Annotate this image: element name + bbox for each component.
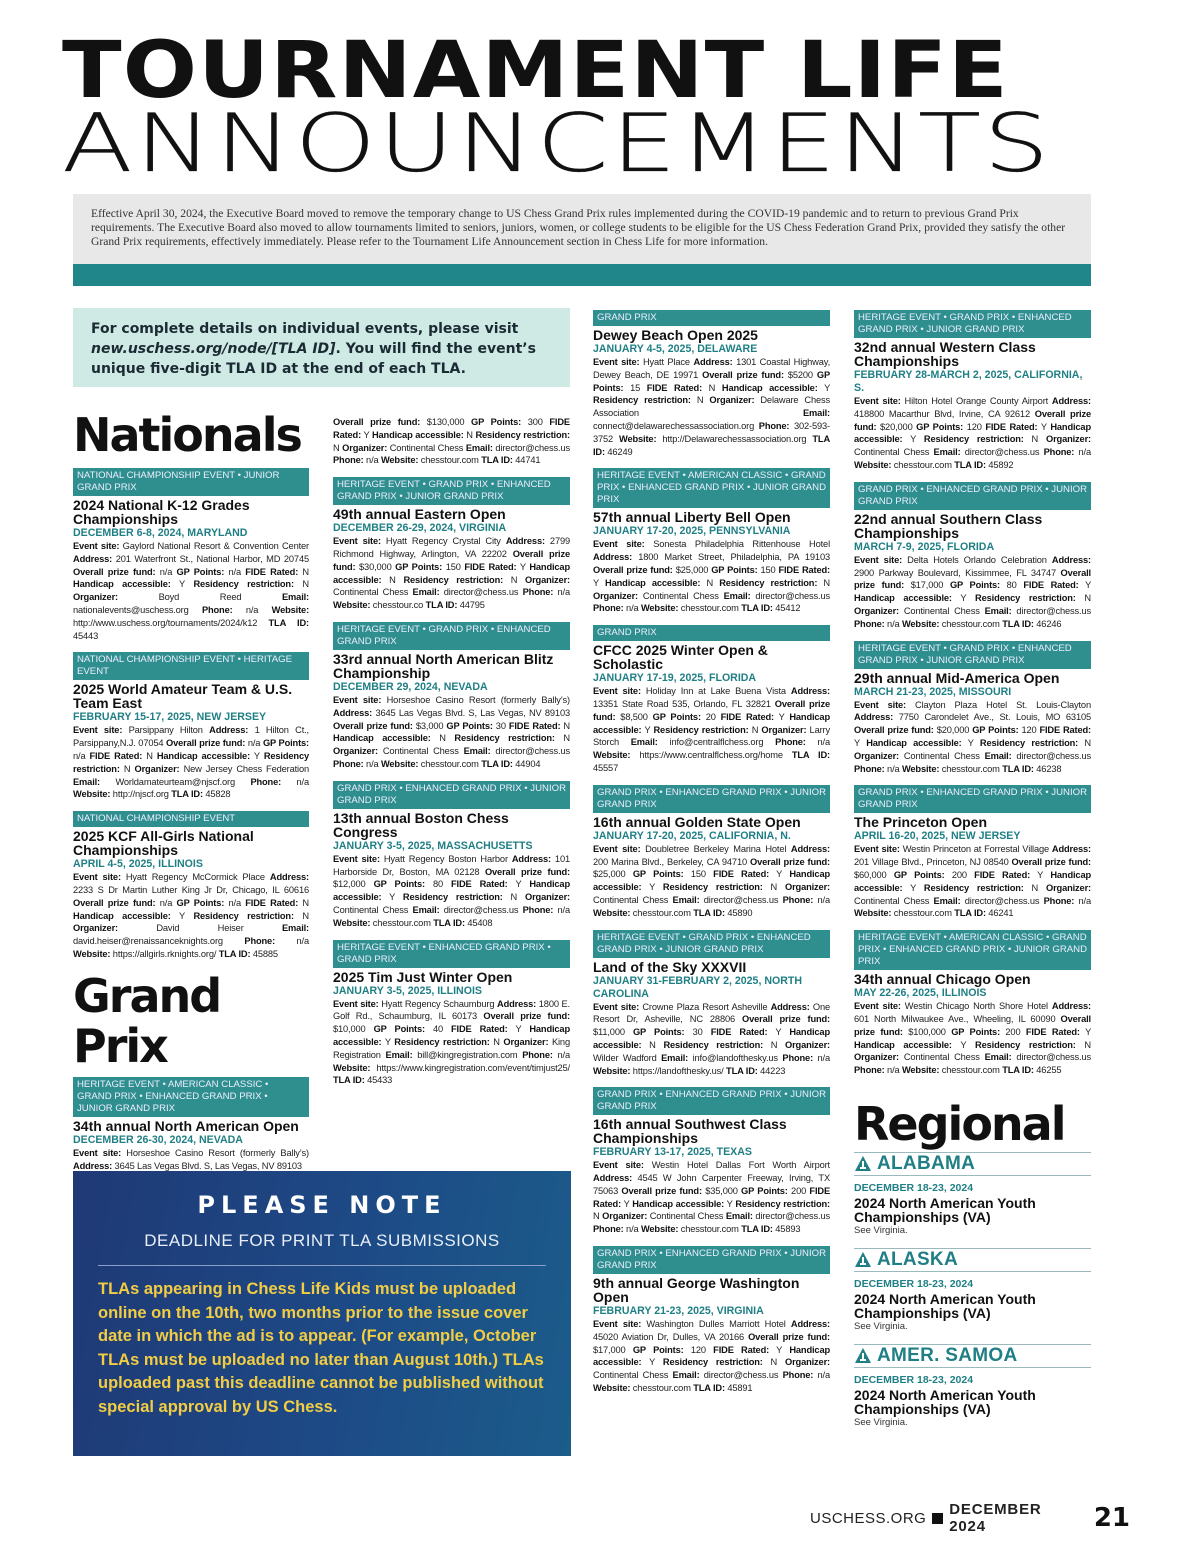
event (593, 468, 830, 615)
event-title: 13th annual Boston Chess Congress (333, 809, 509, 840)
event (854, 482, 1091, 631)
event-title: 2025 Tim Just Winter Open (333, 968, 513, 985)
regional-note: See Virginia. (854, 1224, 908, 1236)
info-line-2: . You will find the event’s unique five-digit TLA ID at the end of each TLA. (91, 341, 536, 377)
event-details: Event site: Horseshoe Casino Resort (formerly Bally’s) Address: 3645 Las Vegas Blvd. S, Las Vegas, NV 89103 (73, 1147, 309, 1171)
page-number: 21 (1093, 1503, 1130, 1533)
event-date: JANUARY 17-19, 2025, FLORIDA (593, 672, 757, 685)
event-title: 33rd annual North American Blitz Championship (333, 650, 554, 681)
event-date: APRIL 16-20, 2025, NEW JERSEY (854, 830, 1021, 843)
section-regional: Regional (854, 1096, 1065, 1151)
event-details: Event site: Sonesta Philadelphia Rittenhouse Hotel Address: 1800 Market Street, Philadelphia, PA 19103 Overall prize fund: $25,000 GP Points: 150 FIDE Rated: Y Handicap accessible: N Residency restriction: N Organizer: Continental Chess Email: director@chess.us Phone: n/a Website: chesstour.com TLA ID: 45412 (593, 539, 830, 614)
regional-title: 2024 North American Youth Championships (VA) (854, 1386, 1036, 1417)
event-tag: HERITAGE EVENT • GRAND PRIX • ENHANCED GRAND PRIX • JUNIOR GRAND PRIX (333, 477, 570, 505)
regional-title: 2024 North American Youth Championships (VA) (854, 1290, 1036, 1321)
info-box (73, 308, 570, 387)
footer-square-bullet (932, 1513, 943, 1524)
regional-date: DECEMBER 18-23, 2024 (854, 1373, 974, 1386)
event-tag: HERITAGE EVENT • AMERICAN CLASSIC • GRAND PRIX • ENHANCED GRAND PRIX • JUNIOR GRAND PRIX (854, 930, 1091, 970)
event-tag: HERITAGE EVENT • GRAND PRIX • ENHANCED GRAND PRIX (333, 622, 570, 650)
please-note-subheading: DEADLINE FOR PRINT TLA SUBMISSIONS (144, 1231, 500, 1250)
info-line-1: For complete details on individual events, please visit (91, 321, 519, 337)
event-date: APRIL 4-5, 2025, ILLINOIS (73, 858, 203, 871)
event (593, 1246, 830, 1395)
event-date: DECEMBER 6-8, 2024, MARYLAND (73, 527, 248, 539)
page-footer (810, 1498, 1130, 1538)
footer-issue: DECEMBER 2024 (949, 1501, 1042, 1535)
event-tag: GRAND PRIX (593, 625, 830, 641)
column-3 (593, 310, 830, 1405)
regional-state-header (854, 1344, 1091, 1368)
event (593, 625, 830, 775)
event-date: JANUARY 3-5, 2025, MASSACHUSETTS (333, 839, 533, 852)
event-details: Event site: Hyatt Regency Crystal City Address: 2799 Richmond Highway, Arlington, VA 22202 Overall prize fund: $30,000 GP Points: 150 FIDE Rated: Y Handicap accessible: N Residency restriction: N Organizer: Continental Chess Email: director@chess.us Phone: n/a Website: chesstour.co TLA ID: 44795 (333, 536, 571, 611)
title-line-1: TOURNAMENT LIFE (62, 26, 1009, 116)
event-date: DECEMBER 29, 2024, NEVADA (333, 680, 488, 693)
event-tag: HERITAGE EVENT • ENHANCED GRAND PRIX • GRAND PRIX (333, 940, 570, 968)
event (593, 1087, 830, 1236)
event (333, 477, 570, 612)
event-details: Event site: Hyatt Regency Boston Harbor Address: 101 Harborside Dr, Boston, MA 02128 Overall prize fund: $12,000 GP Points: 80 FIDE Rated: Y Handicap accessible: Y Residency restriction: N Organizer: Continental Chess Email: director@chess.us Phone: n/a Website: chesstour.com TLA ID: 45408 (333, 853, 570, 928)
event-date: MARCH 21-23, 2025, MISSOURI (854, 685, 1012, 698)
event (854, 930, 1091, 1077)
info-icon (854, 1155, 872, 1173)
event-title: 2025 KCF All-Girls National Championships (73, 828, 254, 859)
event (593, 930, 830, 1078)
regional-state-header (854, 1152, 1091, 1176)
teal-divider (73, 264, 1091, 286)
event (333, 622, 570, 771)
event-title: The Princeton Open (854, 814, 988, 831)
event-details: Event site: Hyatt Place Address: 1301 Coastal Highway, Dewey Beach, DE 19971 Overall prize fund: $5200 GP Points: 15 FIDE Rated: N Handicap accessible: Y Residency restriction: N Organizer: Delaware Chess Association Email: connect@delawarechessassociation.org Phone: 302-593-3752 Website: http://Delawarechessassociation.org TLA ID: 46249 (593, 357, 831, 457)
event (73, 1077, 309, 1173)
event-date: DECEMBER 26-30, 2024, NEVADA (73, 1133, 243, 1146)
event-details: Event site: Westin Hotel Dallas Fort Worth Airport Address: 4545 W John Carpenter Freeway, Irving, TX 75063 Overall prize fund: $35,000 GP Points: 200 FIDE Rated: Y Handicap accessible: Y Residency restriction: N Organizer: Continental Chess Email: director@chess.us Phone: n/a Website: chesstour.com TLA ID: 45893 (593, 1160, 830, 1235)
regional-state-name: ALABAMA (877, 1152, 976, 1174)
event-date: JANUARY 3-5, 2025, ILLINOIS (333, 984, 482, 997)
event-title: CFCC 2025 Winter Open & Scholastic (593, 642, 768, 673)
event-date: JANUARY 17-20, 2025, PENNSYLVANIA (593, 525, 791, 538)
event-tag: NATIONAL CHAMPIONSHIP EVENT (73, 811, 309, 827)
info-url[interactable]: new.uschess.org/node/[TLA ID] (91, 341, 336, 357)
event-date: JANUARY 31-FEBRUARY 2, 2025, NORTH CAROLINA (593, 974, 802, 1000)
event-details: Event site: Delta Hotels Orlando Celebration Address: 2900 Parkway Boulevard, Kissimmee, FL 34747 Overall prize fund: $17,000 GP Points: 80 FIDE Rated: Y Handicap accessible: Y Residency restriction: N Organizer: Continental Chess Email: director@chess.us Phone: n/a Website: chesstour.com TLA ID: 46246 (854, 554, 1091, 629)
event-tag: HERITAGE EVENT • GRAND PRIX • ENHANCED GRAND PRIX • JUNIOR GRAND PRIX (593, 930, 830, 958)
event-details: Event site: Hyatt Regency McCormick Place Address: 2233 S Dr Martin Luther King Jr Dr, Chicago, IL 60616 Overall prize fund: n/a GP Points: n/a FIDE Rated: N Handicap accessible: Y Residency restriction: N Organizer: David Heiser Email: david.heiser@renaissanceknights.org Phone: n/a Website: https://allgirls.rknights.org/ TLA ID: 45885 (73, 872, 310, 959)
please-note-heading: PLEASE NOTE (197, 1191, 447, 1219)
regional-title: 2024 North American Youth Championships (VA) (854, 1194, 1036, 1225)
event-title: 34th annual North American Open (73, 1117, 299, 1134)
event (593, 785, 830, 920)
event-date: DECEMBER 26-29, 2024, VIRGINIA (333, 522, 507, 535)
event-tag: NATIONAL CHAMPIONSHIP EVENT • HERITAGE EVENT (73, 652, 309, 680)
event (854, 641, 1091, 776)
event-tag: HERITAGE EVENT • GRAND PRIX • ENHANCED GRAND PRIX • JUNIOR GRAND PRIX (854, 641, 1091, 669)
event-title: Dewey Beach Open 2025 (593, 327, 758, 343)
please-note-box (73, 1171, 571, 1456)
regional-date: DECEMBER 18-23, 2024 (854, 1277, 974, 1290)
event-title: Land of the Sky XXXVII (593, 958, 747, 975)
event-date: FEBRUARY 13-17, 2025, TEXAS (593, 1146, 752, 1159)
event-title: 34th annual Chicago Open (854, 971, 1031, 988)
event-title: 2024 National K-12 Grades Championships (73, 497, 250, 527)
event (854, 785, 1091, 920)
event-details-continued: Overall prize fund: $130,000 GP Points: 300 FIDE Rated: Y Handicap accessible: N Residency restriction: N Organizer: Continental Chess Email: director@chess.us Phone: n/a Website: chesstour.com TLA ID: 44741 (333, 417, 570, 466)
event-date: JANUARY 17-20, 2025, CALIFORNIA, N. (593, 829, 791, 842)
event-date: FEBRUARY 21-23, 2025, VIRGINIA (593, 1305, 764, 1318)
event (593, 310, 830, 458)
event-details: Event site: Hyatt Regency Schaumburg Address: 1800 E. Golf Rd., Schaumburg, IL 60173 Overall prize fund: $10,000 GP Points: 40 FIDE Rated: Y Handicap accessible: Y Residency restriction: N Organizer: King Registration Email: bill@kingregistration.com Phone: n/a Website: https://www.kingregistration.com/event/timjust25/ TLA ID: 45433 (333, 998, 570, 1086)
column-2 (333, 416, 570, 1097)
title-line-2: ANNOUNCEMENTS (62, 97, 1052, 190)
column-4 (854, 310, 1091, 1440)
regional-state-name: ALASKA (877, 1248, 958, 1270)
event-tag: GRAND PRIX • ENHANCED GRAND PRIX • JUNIOR GRAND PRIX (854, 482, 1091, 510)
event-date: MARCH 7-9, 2025, FLORIDA (854, 540, 995, 553)
event-details: Event site: Horseshoe Casino Resort (formerly Bally’s) Address: 3645 Las Vegas Blvd. S, Las Vegas, NV 89103 Overall prize fund: $3,000 GP Points: 30 FIDE Rated: N Handicap accessible: N Residency restriction: N Organizer: Continental Chess Email: director@chess.us Phone: n/a Website: chesstour.com TLA ID: 44904 (333, 694, 571, 769)
event-details: Event site: Hilton Hotel Orange County Airport Address: 418800 Macarthur Blvd, Irvine, CA 92612 Overall prize fund: $20,000 GP Points: 120 FIDE Rated: Y Handicap accessible: Y Residency restriction: N Organizer: Continental Chess Email: director@chess.us Phone: n/a Website: chesstour.com TLA ID: 45892 (854, 396, 1092, 470)
event-date: FEBRUARY 28-MARCH 2, 2025, CALIFORNIA, S. (854, 369, 1083, 394)
footer-site[interactable]: USCHESS.ORG (810, 1509, 927, 1527)
event-tag: GRAND PRIX (593, 310, 830, 326)
event-details: Event site: Westin Princeton at Forrestal Village Address: 201 Village Blvd., Princeton, NJ 08540 Overall prize fund: $60,000 GP Points: 200 FIDE Rated: Y Handicap accessible: Y Residency restriction: N Organizer: Continental Chess Email: director@chess.us Phone: n/a Website: chesstour.com TLA ID: 46241 (854, 844, 1091, 919)
info-icon (854, 1347, 872, 1365)
event-details: Event site: Westin Chicago North Shore Hotel Address: 601 North Milwaukee Ave., Wheeling, IL 60090 Overall prize fund: $100,000 GP Points: 200 FIDE Rated: Y Handicap accessible: Y Residency restriction: N Organizer: Continental Chess Email: director@chess.us Phone: n/a Website: chesstour.com TLA ID: 46255 (854, 1001, 1091, 1076)
grand-prix-notice: Effective April 30, 2024, the Executive Board moved to remove the temporary change to US Chess Grand Prix rules implemented during the COVID-19 pandemic and to return to previous Grand Prix requirements. The Executive Board also moved to allow tournaments limited to seniors, juniors, women, or college students to be eligible for the US Chess Federation Grand Prix, provided they satisfy the other Grand Prix requirements, effectively immediately. Please refer to the Tournament Life Announcement section in Chess Life for more information. (73, 194, 1091, 264)
event-title: 57th annual Liberty Bell Open (593, 509, 791, 526)
event-date: MAY 22-26, 2025, ILLINOIS (854, 987, 987, 1000)
event-tag: HERITAGE EVENT • AMERICAN CLASSIC • GRAND PRIX • ENHANCED GRAND PRIX • JUNIOR GRAND PRIX (593, 468, 830, 508)
event-tag: HERITAGE EVENT • AMERICAN CLASSIC • GRAND PRIX • ENHANCED GRAND PRIX • JUNIOR GRAND PRIX (73, 1077, 309, 1117)
event-tag: GRAND PRIX • ENHANCED GRAND PRIX • JUNIOR GRAND PRIX (593, 1087, 830, 1115)
event-details: Event site: Holiday Inn at Lake Buena Vista Address: 13351 State Road 535, Orlando, FL 32821 Overall prize fund: $8,500 GP Points: 20 FIDE Rated: Y Handicap accessible: Y Residency restriction: N Organizer: Larry Storch Email: info@centralflchess.org Phone: n/a Website: https://www.centralflchess.org/home TLA ID: 45557 (593, 686, 831, 773)
event-title: 2025 World Amateur Team & U.S. Team East (73, 681, 293, 712)
section-nationals: Nationals (73, 408, 301, 462)
event-tag: GRAND PRIX • ENHANCED GRAND PRIX • JUNIOR GRAND PRIX (593, 1246, 830, 1274)
event-details: Event site: Gaylord National Resort & Convention Center Address: 201 Waterfront St., National Harbor, MD 20745 Overall prize fund: n/a GP Points: n/a FIDE Rated: N Handicap accessible: Y Residency restriction: N Organizer: Boyd Reed Email: nationalevents@uschess.org Phone: n/a Website: http://www.uschess.org/tournaments/2024/k12 TLA ID: 45443 (73, 541, 310, 641)
section-grand-prix: Grand Prix (73, 968, 221, 1073)
event (333, 781, 570, 930)
regional-note: See Virginia. (854, 1320, 908, 1332)
event-details: Event site: Crowne Plaza Resort Asheville Address: One Resort Dr, Asheville, NC 28806 Overall prize fund: $11,000 GP Points: 30 FIDE Rated: Y Handicap accessible: N Residency restriction: N Organizer: Wilder Wadford Email: info@landofthesky.us Phone: n/a Website: https://landofthesky.us/ TLA ID: 44223 (593, 1001, 830, 1076)
event-tag: GRAND PRIX • ENHANCED GRAND PRIX • JUNIOR GRAND PRIX (593, 785, 830, 813)
event-title: 32nd annual Western Class Championships (854, 339, 1036, 369)
event-title: 29th annual Mid-America Open (854, 669, 1060, 686)
event (333, 940, 570, 1088)
event (73, 811, 309, 961)
event (73, 652, 309, 801)
event-details: Event site: Washington Dulles Marriott Hotel Address: 45020 Aviation Dr, Dulles, VA 20166 Overall prize fund: $17,000 GP Points: 120 FIDE Rated: Y Handicap accessible: Y Residency restriction: N Organizer: Continental Chess Email: director@chess.us Phone: n/a Website: chesstour.com TLA ID: 45891 (593, 1319, 830, 1394)
regional-date: DECEMBER 18-23, 2024 (854, 1181, 974, 1194)
event-title: 49th annual Eastern Open (333, 506, 506, 523)
event-title: 16th annual Golden State Open (593, 813, 801, 830)
regional-note: See Virginia. (854, 1416, 908, 1428)
event-title: 16th annual Southwest Class Championships (593, 1116, 787, 1147)
event-title: 9th annual George Washington Open (593, 1275, 800, 1306)
event-tag: GRAND PRIX • ENHANCED GRAND PRIX • JUNIOR GRAND PRIX (333, 781, 570, 809)
event-tag: NATIONAL CHAMPIONSHIP EVENT • JUNIOR GRAND PRIX (73, 468, 309, 496)
info-icon (854, 1251, 872, 1269)
event (854, 310, 1091, 472)
event-date: FEBRUARY 15-17, 2025, NEW JERSEY (73, 711, 267, 724)
please-note-text: TLAs appearing in Chess Life Kids must be uploaded online on the 10th, two months prior to the issue cover date in which the ad is to appear. (For example, October TLAs must be uploaded no later than August 10th.) TLAs uploaded past this deadline cannot be published without special approval by US Chess. (98, 1280, 544, 1416)
event (73, 468, 309, 642)
event-title: 22nd annual Southern Class Championships (854, 510, 1043, 541)
event-details: Event site: Parsippany Hilton Address: 1 Hilton Ct., Parsippany,N.J. 07054 Overall prize fund: n/a GP Points: n/a FIDE Rated: N Handicap accessible: Y Residency restriction: N Organizer: New Jersey Chess Federation Email: Worldamateurteam@njscf.org Phone: n/a Website: http://njscf.org TLA ID: 45828 (73, 725, 309, 800)
regional-state-name: AMER. SAMOA (877, 1344, 1018, 1366)
column-1 (73, 410, 309, 1182)
event-details: Event site: Clayton Plaza Hotel St. Louis-Clayton Address: 7750 Carondelet Ave., St. Louis, MO 63105 Overall prize fund: $20,000 GP Points: 120 FIDE Rated: Y Handicap accessible: Y Residency restriction: N Organizer: Continental Chess Email: director@chess.us Phone: n/a Website: chesstour.com TLA ID: 46238 (854, 699, 1091, 774)
event-tag: GRAND PRIX • ENHANCED GRAND PRIX • JUNIOR GRAND PRIX (854, 785, 1091, 813)
regional-state-header (854, 1248, 1091, 1272)
event-details: Event site: Doubletree Berkeley Marina Hotel Address: 200 Marina Blvd., Berkeley, CA 94710 Overall prize fund: $25,000 GP Points: 150 FIDE Rated: Y Handicap accessible: Y Residency restriction: N Organizer: Continental Chess Email: director@chess.us Phone: n/a Website: chesstour.com TLA ID: 45890 (593, 843, 830, 918)
event-tag: HERITAGE EVENT • GRAND PRIX • ENHANCED GRAND PRIX • JUNIOR GRAND PRIX (854, 310, 1091, 338)
event-date: JANUARY 4-5, 2025, DELAWARE (593, 343, 758, 355)
